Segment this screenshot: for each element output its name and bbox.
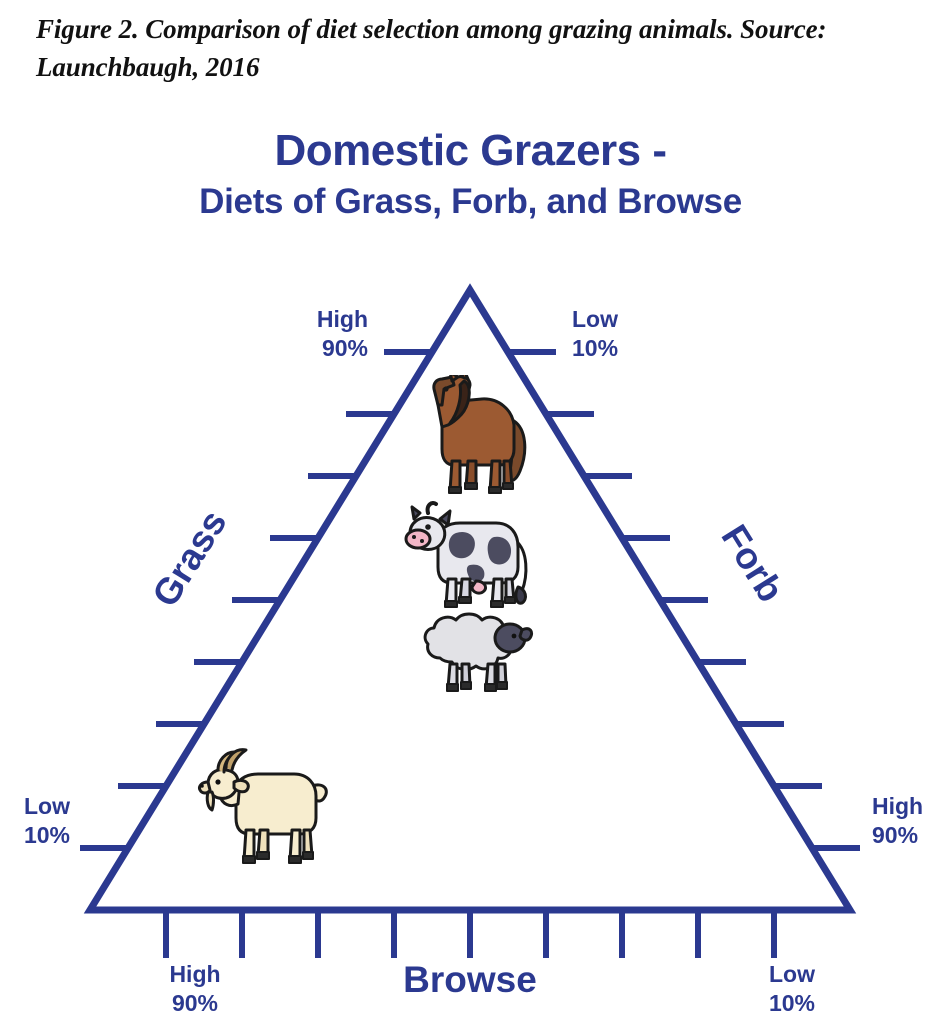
- tick-value-bottom-left: 90%: [171, 989, 219, 1016]
- tick-value-left-bottom: 10%: [23, 821, 70, 848]
- axis-label-forb: Forb: [713, 517, 792, 610]
- tick-value-top-left: 90%: [321, 334, 368, 361]
- horse-icon: [408, 375, 538, 500]
- axis-label-browse: Browse: [403, 959, 537, 1000]
- tick-label-bottom-left: [130, 960, 260, 1018]
- ternary-chart: [0, 270, 941, 1030]
- chart-title-subtitle: Diets of Grass, Forb, and Browse: [199, 182, 742, 222]
- bottom-axis-ticks: [166, 910, 774, 958]
- tick-label-left-bottom: [0, 792, 70, 850]
- figure-caption: Figure 2. Comparison of diet selection among grazing animals. Source: Launchbaugh, 2016: [36, 14, 827, 83]
- tick-value-bottom-right: 10%: [768, 989, 816, 1016]
- chart-title-block: [0, 128, 941, 224]
- tick-label-top-left: [268, 305, 368, 363]
- goat-icon: [196, 738, 342, 873]
- tick-word-right-bottom: High: [872, 793, 924, 819]
- tick-label-right-bottom: [872, 792, 941, 850]
- cow-icon: [398, 495, 544, 613]
- tick-value-right-bottom: 90%: [872, 821, 919, 848]
- chart-title-main: Domestic Grazers -: [274, 126, 667, 175]
- tick-value-top-right: 10%: [572, 334, 619, 361]
- tick-word-left-bottom: Low: [24, 793, 70, 819]
- tick-word-top-right: Low: [572, 306, 618, 332]
- sheep-icon: [410, 608, 542, 706]
- right-axis-ticks: [508, 352, 860, 848]
- tick-word-bottom-right: Low: [769, 961, 815, 987]
- tick-word-top-left: High: [316, 306, 368, 332]
- tick-word-bottom-left: High: [169, 961, 221, 987]
- tick-label-bottom-right: [727, 960, 857, 1018]
- axis-label-grass: Grass: [144, 503, 235, 614]
- tick-label-top-right: [572, 305, 682, 363]
